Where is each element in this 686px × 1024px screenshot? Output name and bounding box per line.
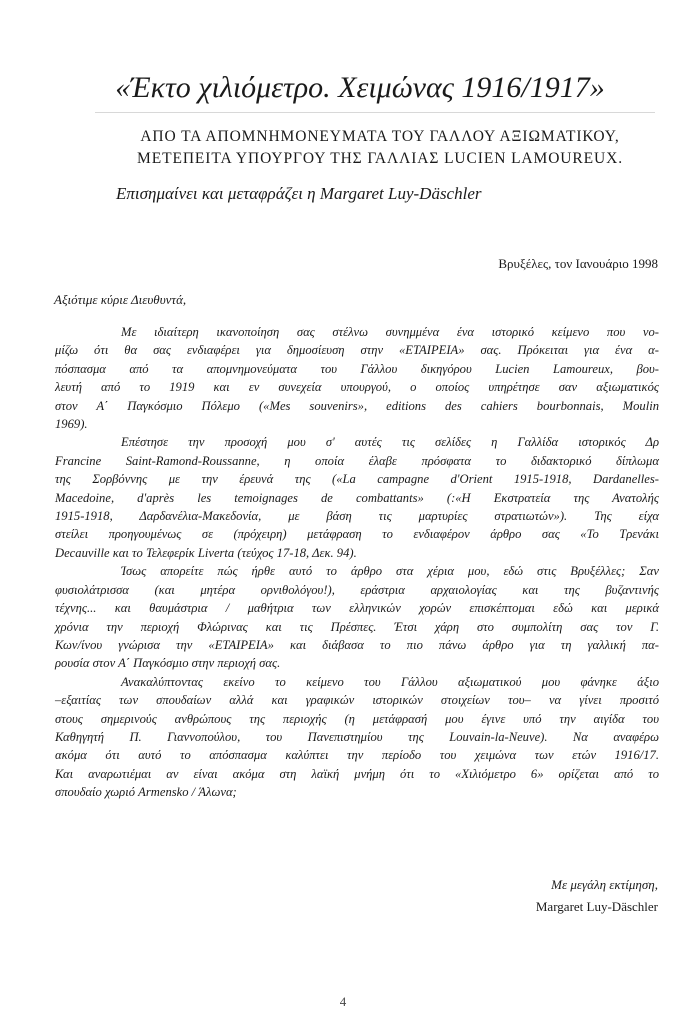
letter-paragraph <box>55 673 659 802</box>
paragraph-line: τέχνης... και θαυμάστρια / μαθήτρια των ελληνικών χορών επισκέπτομαι εδώ και μερικά <box>55 601 659 616</box>
article-subtitle <box>96 126 664 170</box>
letter-paragraph <box>55 323 659 433</box>
paragraph-line: Ίσως απορείτε πώς ήρθε αυτό το άρθρο στα χέρια μου, εδώ στις Βρυξέλλες; Σαν <box>121 564 659 579</box>
closing-phrase: Με μεγάλη εκτίμηση, <box>551 877 658 892</box>
subtitle-line: ΜΕΤΕΠΕΙΤΑ ΥΠΟΥΡΓΟΥ ΤΗΣ ΓΑΛΛΙΑΣ LUCIEN LAMOUREUX. <box>137 150 623 167</box>
page-number: 4 <box>339 994 347 1009</box>
paragraph-line: μίζω ότι θα σας ενδιαφέρει για δημοσίευση στην «ΕΤΑΙΡΕΙΑ» σας. Πρόκειται για ένα α- <box>55 343 659 358</box>
letter-paragraph <box>55 433 659 562</box>
title-divider <box>95 112 655 113</box>
paragraph-line: λευτή από το 1919 και εν συνεχεία υπουργού, ο οποίος υπηρέτησε σαν αξιωματικός <box>55 380 659 395</box>
paragraph-line: Decauville και το Τελεφερίκ Liverta (τεύχος 17-18, Δεκ. 94). <box>55 545 357 560</box>
letter-body <box>55 323 659 802</box>
translator-credit: Επισημαίνει και μεταφράζει η Margaret Luy-Däschler <box>116 184 482 203</box>
paragraph-line: Καθηγητή Π. Γιαννοπούλου, του Πανεπιστημίου της Louvain-la-Neuve). Να αναφέρω <box>55 729 659 744</box>
subtitle-line: ΑΠΟ ΤΑ ΑΠΟΜΝΗΜΟΝΕΥΜΑΤΑ ΤΟΥ ΓΑΛΛΟΥ ΑΞΙΩΜΑΤΙΚΟΥ, <box>140 128 620 145</box>
paragraph-line: ακόμα ότι αυτό το απόσπασμα καλύπτει την περίοδο του χειμώνα των ετών 1916/17. <box>55 748 659 763</box>
paragraph-line: σπουδαίο χωριό Armensko / Άλωνα; <box>55 785 237 800</box>
paragraph-line: Ανακαλύπτοντας εκείνο το κείμενο του Γάλλου αξιωματικού μου φάνηκε άξιο <box>121 674 659 689</box>
paragraph-line: –εξαιτίας των σπουδαίων αλλά και γραφικών ιστορικών στοιχείων του– να γίνει προσιτό <box>55 693 659 708</box>
paragraph-line: πόσπασμα από τα απομνημονεύματα του Γάλλου δικηγόρου Lucien Lamoureux, βου- <box>55 361 659 376</box>
paragraph-line: ρουσία στον Α΄ Παγκόσμιο στην περιοχή σας. <box>55 656 281 671</box>
paragraph-line: χρόνια την περιοχή Φλώρινας και τις Πρέσπες. Έτσι χάρη στο συμπολίτη σας τον Γ. <box>55 619 659 634</box>
paragraph-line: φυσιολάτρισσα (και μητέρα ορνιθολόγου!), εράστρια αρχαιολογίας και της βυζαντινής <box>55 582 659 597</box>
paragraph-line: στους σημερινούς ανθρώπους της περιοχής (η μετάφρασή μου έγινε υπό την αιγίδα του <box>55 711 659 726</box>
letter-date: Βρυξέλες, τον Ιανουάριο 1998 <box>498 256 658 271</box>
paragraph-line: στείλει προηγουμένως σε (πρόχειρη) μετάφραση το ενδιαφέρον άρθρο σας «Το Τρενάκι <box>55 527 659 542</box>
article-title: «Έκτο χιλιόμετρο. Χειμώνας 1916/1917» <box>115 71 605 104</box>
signature: Margaret Luy-Däschler <box>535 899 658 914</box>
paragraph-line: 1915-1918, Δαρδανέλια-Μακεδονία, με βάση τις μαρτυρίες στρατιωτών»). Της είχα <box>55 509 659 524</box>
paragraph-line: της Σορβόννης με την έρευνά της («La campagne d'Orient 1915-1918, Dardanelles- <box>55 472 659 487</box>
paragraph-line: 1969). <box>55 417 88 432</box>
paragraph-line: Και αναρωτιέμαι αν είναι ακόμα στη λαϊκή μνήμη ότι το «Χιλιόμετρο 6» ορίζεται από το <box>55 766 659 781</box>
paragraph-line: στον Α΄ Παγκόσμιο Πόλεμο («Mes souvenirs», editions des cahiers bourbonnais, Moulin <box>55 398 659 413</box>
letter-salutation: Αξιότιμε κύριε Διευθυντά, <box>54 292 187 307</box>
paragraph-line: Κων/ίνου γνώρισα την «ΕΤΑΙΡΕΙΑ» και διάβασα το πιο πάνω άρθρο για τη γαλλική πα- <box>55 637 659 652</box>
paragraph-line: Macedoine, d'après les temoignages de combattants» (:«Η Εκστρατεία της Ανατολής <box>55 490 659 505</box>
letter-paragraph <box>55 562 659 672</box>
paragraph-line: Με ιδιαίτερη ικανοποίηση σας στέλνω συνημμένα ένα ιστορικό κείμενο που νο- <box>121 325 659 339</box>
letter-closing <box>536 874 658 918</box>
paragraph-line: Francine Saint-Ramond-Roussanne, η οποία έλαβε πρόσφατα το διδακτορικό δίπλωμα <box>55 453 659 468</box>
paragraph-line: Επέστησε την προσοχή μου σ' αυτές τις σελίδες η Γαλλίδα ιστορικός Δρ <box>121 435 659 450</box>
